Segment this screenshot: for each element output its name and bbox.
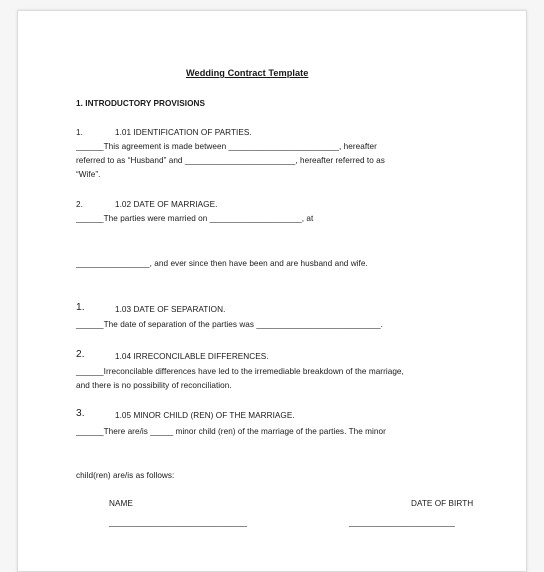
clause-heading: 1.03 DATE OF SEPARATION.: [115, 305, 226, 314]
clause-number: 3.: [76, 408, 85, 419]
clause-text-line: “Wife”.: [76, 170, 101, 179]
clause-text-line: ______There are/is _____ minor child (ren) of the marriage of the parties. The minor: [76, 427, 386, 436]
clause-text-line: child(ren) are/is as follows:: [76, 471, 175, 480]
name-column-header: NAME: [109, 499, 133, 508]
dob-column-header: DATE OF BIRTH: [411, 499, 474, 508]
clause-text-line: ______This agreement is made between ________________________, hereafter: [76, 142, 377, 151]
clause-number: 1.: [76, 128, 83, 137]
clause-number: 2.: [76, 349, 85, 360]
name-blank-line: ______________________________: [109, 518, 248, 527]
clause-heading: 1.01 IDENTIFICATION OF PARTIES.: [115, 128, 252, 137]
clause-text-line: ______Irreconcilable differences have led to the irremediable breakdown of the marriage,: [76, 367, 404, 376]
document-title: Wedding Contract Template: [186, 68, 309, 78]
clause-heading: 1.04 IRRECONCILABLE DIFFERENCES.: [115, 352, 269, 361]
clause-text-line: and there is no possibility of reconciliation.: [76, 381, 232, 390]
clause-heading: 1.05 MINOR CHILD (REN) OF THE MARRIAGE.: [115, 411, 295, 420]
clause-text-line: referred to as “Husband” and ________________________, hereafter referred to as: [76, 156, 385, 165]
clause-text-line: ______The date of separation of the parties was ___________________________.: [76, 320, 383, 329]
clause-heading: 1.02 DATE OF MARRIAGE.: [115, 200, 218, 209]
clause-number: 1.: [76, 302, 85, 313]
clause-text-line: ______The parties were married on ____________________, at: [76, 214, 314, 223]
clause-number: 2.: [76, 200, 83, 209]
clause-text-line: ________________, and ever since then have been and are husband and wife.: [76, 259, 368, 268]
dob-blank-line: _______________________: [349, 518, 455, 527]
document-page: [17, 10, 527, 572]
section-heading: 1. INTRODUCTORY PROVISIONS: [76, 99, 205, 108]
